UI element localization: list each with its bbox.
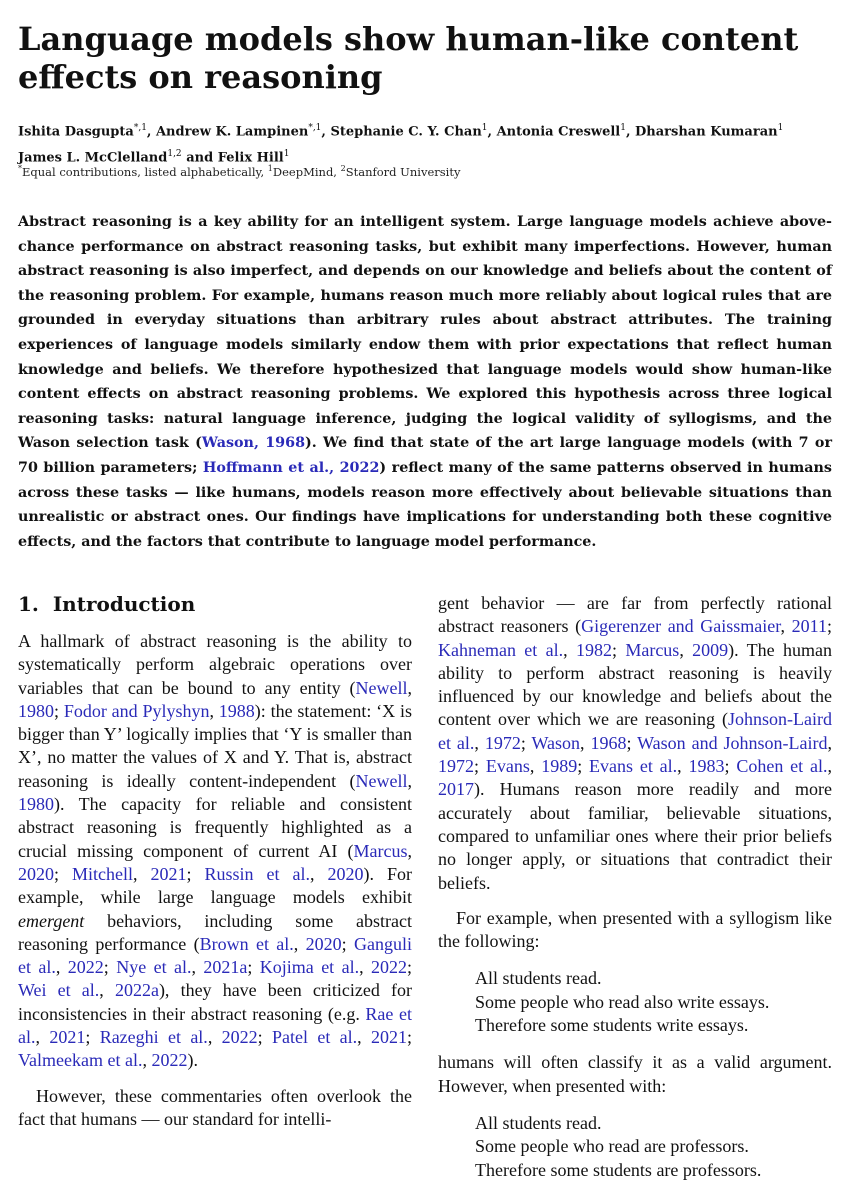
body-text: ; [520, 732, 532, 753]
body-text: ; [577, 756, 590, 777]
body-text: , [310, 863, 328, 884]
body-text: ; [54, 863, 72, 884]
citation-link[interactable]: Nye et al. [116, 957, 192, 978]
body-text: , [407, 840, 412, 861]
author: , Stephanie C. Y. Chan [321, 124, 482, 140]
citation-link[interactable]: Razeghi et al. [99, 1027, 208, 1048]
body-text: ; [611, 639, 626, 660]
intro-paragraph-1 [18, 630, 412, 1073]
body-text: ; [406, 957, 412, 978]
syllogism-example-2 [475, 1112, 832, 1182]
body-text: ; [724, 756, 737, 777]
author: Ishita Dasgupta [18, 124, 134, 140]
body-text: ). For example, while large language models exhibit [18, 863, 412, 908]
syllogism-example-1 [475, 967, 832, 1037]
body-text: , [357, 1027, 371, 1048]
author-sup: 1 [777, 123, 784, 133]
section-heading [18, 592, 412, 616]
citation-link[interactable]: 2021a [203, 957, 248, 978]
body-text: , [35, 1027, 50, 1048]
body-text: , [780, 616, 792, 637]
citation-link[interactable]: Patel et al. [272, 1027, 358, 1048]
body-text: , [407, 677, 412, 698]
body-text: , [563, 639, 576, 660]
citation-link[interactable]: Wason, 1968 [201, 435, 306, 452]
intro-paragraph-5: humans will often classify it as a valid argument. However, when presented with: [438, 1052, 832, 1096]
affil-text: DeepMind, [272, 164, 341, 179]
body-text: ; [54, 700, 64, 721]
syllogism-line: All students read. [475, 968, 602, 989]
syllogism-line: Some people who read also write essays. [475, 991, 770, 1012]
body-text: , [142, 1050, 152, 1071]
body-text: , [677, 756, 689, 777]
syllogism-line: Therefore some students write essays. [475, 1015, 749, 1036]
body-text: ; [85, 1027, 100, 1048]
citation-link[interactable]: 1980 [18, 700, 54, 721]
author-list [18, 117, 838, 170]
intro-paragraph-4: For example, when presented with a syllogism like the following: [438, 907, 832, 952]
citation-link[interactable]: 1989 [541, 756, 578, 777]
abstract-text: ). We find that state of the art large language models (with 7 or 70 billion parameters; [18, 435, 832, 476]
citation-link[interactable]: Wason and Johnson-Laird [637, 732, 828, 753]
citation-link[interactable]: Marcus [353, 840, 408, 861]
citation-link[interactable]: Gigerenzer and Gaissmaier [581, 616, 781, 637]
body-text: ). The capacity for reliable and consistent abstract reasoning is frequently highlighted as a crucial missing component of current AI ( [18, 794, 412, 861]
citation-link[interactable]: Marcus [625, 639, 680, 660]
citation-link[interactable]: Mitchell [72, 863, 133, 884]
body-text: , [293, 933, 306, 954]
author-sup: *,1 [308, 123, 322, 133]
body-text: ). [187, 1050, 198, 1071]
section-title: Introduction [52, 592, 196, 616]
intro-paragraph-3 [438, 592, 832, 895]
body-text: , [207, 1027, 222, 1048]
abstract [18, 210, 832, 554]
title-line-2: effects on reasoning [18, 58, 383, 96]
author-sup: 1 [620, 123, 626, 133]
citation-link[interactable]: Evans et al. [589, 756, 678, 777]
body-text: , [407, 770, 412, 791]
body-text: , [580, 732, 591, 753]
citation-link[interactable]: Johnson-Laird et al. [438, 709, 832, 753]
body-text: , [359, 957, 371, 978]
body-text: , [827, 732, 833, 753]
citation-link[interactable]: 2022a [114, 980, 159, 1001]
citation-link[interactable]: Wason [531, 732, 581, 753]
body-text: ; [103, 957, 117, 978]
citation-link[interactable]: 1972 [438, 756, 474, 777]
author: James L. McClelland [18, 150, 168, 166]
body-text: ): the statement: ‘X is bigger than Y’ logically implies that ‘Y is smaller than X’, no matter the values of X and Y. That is, abstract reasoning is ideally content-independent ( [18, 700, 412, 791]
citation-link[interactable]: Kahneman et al. [438, 639, 564, 660]
affil-text: Stanford University [345, 164, 461, 179]
body-text: , [191, 957, 204, 978]
body-text: , [827, 756, 832, 777]
author: and Felix Hill [181, 150, 284, 166]
citation-link[interactable]: 2021 [49, 1027, 86, 1048]
body-text: , [209, 700, 219, 721]
body-text: ). Humans reason more readily and more accurately about familiar, believable situations, compared to unfamiliar ones where their prior beliefs no longer apply, or situations that contradict their beliefs. [438, 779, 832, 893]
citation-link[interactable]: 2022 [151, 1050, 188, 1071]
affil-text: Equal contributions, listed alphabetically, [22, 164, 268, 179]
citation-link[interactable]: 1988 [218, 700, 255, 721]
syllogism-line: All students read. [475, 1112, 602, 1133]
body-text: , [679, 639, 693, 660]
citation-link[interactable]: 2021 [150, 863, 187, 884]
citation-link[interactable]: 2020 [18, 863, 54, 884]
citation-link[interactable]: 2020 [327, 863, 364, 884]
citation-link[interactable]: Hoffmann et al., 2022 [202, 459, 380, 476]
citation-link[interactable]: 2022 [221, 1027, 258, 1048]
intro-paragraph-2: However, these commentaries often overlook the fact that humans — our standard for intelli- [18, 1085, 412, 1129]
citation-link[interactable]: Kojima et al. [259, 957, 360, 978]
body-text: ; [257, 1027, 272, 1048]
body-text: ; [247, 957, 260, 978]
author: , Andrew K. Lampinen [146, 124, 309, 140]
author: , Dharshan Kumaran [625, 124, 778, 140]
body-text: A hallmark of abstract reasoning is the ability to systematically perform algebraic operations over variables that can be bound to any entity ( [18, 631, 412, 698]
author: , Antonia Creswell [487, 124, 621, 140]
body-text: ). The human ability to perform abstract reasoning is heavily influenced by our knowledge and beliefs about the content over which we are reasoning ( [438, 639, 832, 730]
citation-link[interactable]: 2022 [67, 957, 104, 978]
citation-link[interactable]: 2022 [370, 957, 407, 978]
body-text: ; [827, 616, 833, 637]
citation-link[interactable]: Ganguli et al. [18, 933, 413, 978]
affiliations [18, 164, 838, 179]
citation-link[interactable]: Evans [485, 756, 530, 777]
citation-link[interactable]: Rae et al. [18, 1003, 412, 1048]
citation-link[interactable]: Newell [355, 770, 408, 791]
citation-link[interactable]: 2021 [370, 1027, 407, 1048]
citation-link[interactable]: Cohen et al. [736, 756, 828, 777]
citation-link[interactable]: 2009 [692, 639, 729, 660]
body-text: gent behavior — are far from perfectly rational abstract reasoners ( [438, 593, 832, 637]
section-number: 1. [18, 592, 39, 616]
paper-title [18, 20, 838, 96]
left-column [18, 592, 412, 1131]
right-column [438, 592, 832, 1196]
affil-sup: 2 [340, 164, 346, 173]
syllogism-line: Some people who read are professors. [475, 1136, 749, 1157]
affil-sup: 1 [267, 164, 273, 173]
citation-link[interactable]: Valmeekam et al. [18, 1050, 143, 1071]
citation-link[interactable]: Brown et al. [199, 933, 294, 954]
syllogism-line: Therefore some students are professors. [475, 1159, 762, 1180]
citation-link[interactable]: 1968 [590, 732, 627, 753]
affil-sup: * [18, 164, 22, 173]
title-line-1: Language models show human-like content [18, 20, 799, 58]
author-sup: 1,2 [167, 149, 182, 160]
citation-link[interactable]: 1980 [18, 794, 54, 815]
citation-link[interactable]: 2020 [305, 933, 342, 954]
author-sup: 1 [283, 149, 290, 160]
body-text: , [133, 863, 151, 884]
body-text: , [99, 980, 115, 1001]
body-text: , [474, 732, 485, 753]
body-text: ; [186, 863, 205, 884]
emphasis-text: emergent [18, 910, 85, 931]
body-text: behaviors, including some abstract reasoning performance ( [18, 910, 412, 954]
body-text: ; [406, 1027, 412, 1048]
citation-link[interactable]: Russin et al. [204, 863, 310, 884]
abstract-text: Abstract reasoning is a key ability for an intelligent system. Large language models achieve above-chance performance on abstract reasoning tasks, but exhibit many imperfections. However, human abstract reasoning is also imperfect, and depends on our knowledge and beliefs about the content of the reasoning problem. For example, humans reason much more reliably about logical rules that are grounded in everyday situations than arbitrary rules about abstract attributes. The training experiences of language models similarly endow them with prior expectations that reflect human knowledge and beliefs. We therefore hypothesized that language models would show human-like content effects on abstract reasoning problems. We explored this hypothesis across three logical reasoning tasks: natural language inference, judging the logical validity of syllogisms, and the Wason selection task ( [18, 214, 832, 452]
body-text: ; [341, 933, 355, 954]
citation-link[interactable]: Fodor and Pylyshyn [63, 700, 210, 721]
citation-link[interactable]: Newell [355, 677, 408, 698]
citation-link[interactable]: 2017 [438, 779, 474, 800]
citation-link[interactable]: 1972 [484, 732, 521, 753]
abstract-text: ) reflect many of the same patterns observed in humans across these tasks — like humans, models reason more effectively about believable situations than unrealistic or abstract ones. Our findings have implications for understanding both these cognitive effects, and the factors that contribute to language model performance. [18, 459, 832, 550]
body-text: ; [626, 732, 638, 753]
citation-link[interactable]: 1983 [688, 756, 725, 777]
author-sup: *,1 [133, 123, 147, 133]
citation-link[interactable]: 2011 [791, 616, 827, 637]
body-text: , [529, 756, 542, 777]
body-text: , [55, 957, 68, 978]
author-sup: 1 [481, 123, 488, 133]
body-text: ), they have been criticized for inconsistencies in their abstract reasoning (e.g. [18, 980, 412, 1024]
citation-link[interactable]: Wei et al. [18, 980, 100, 1001]
body-text: ; [474, 756, 486, 777]
citation-link[interactable]: 1982 [575, 639, 612, 660]
